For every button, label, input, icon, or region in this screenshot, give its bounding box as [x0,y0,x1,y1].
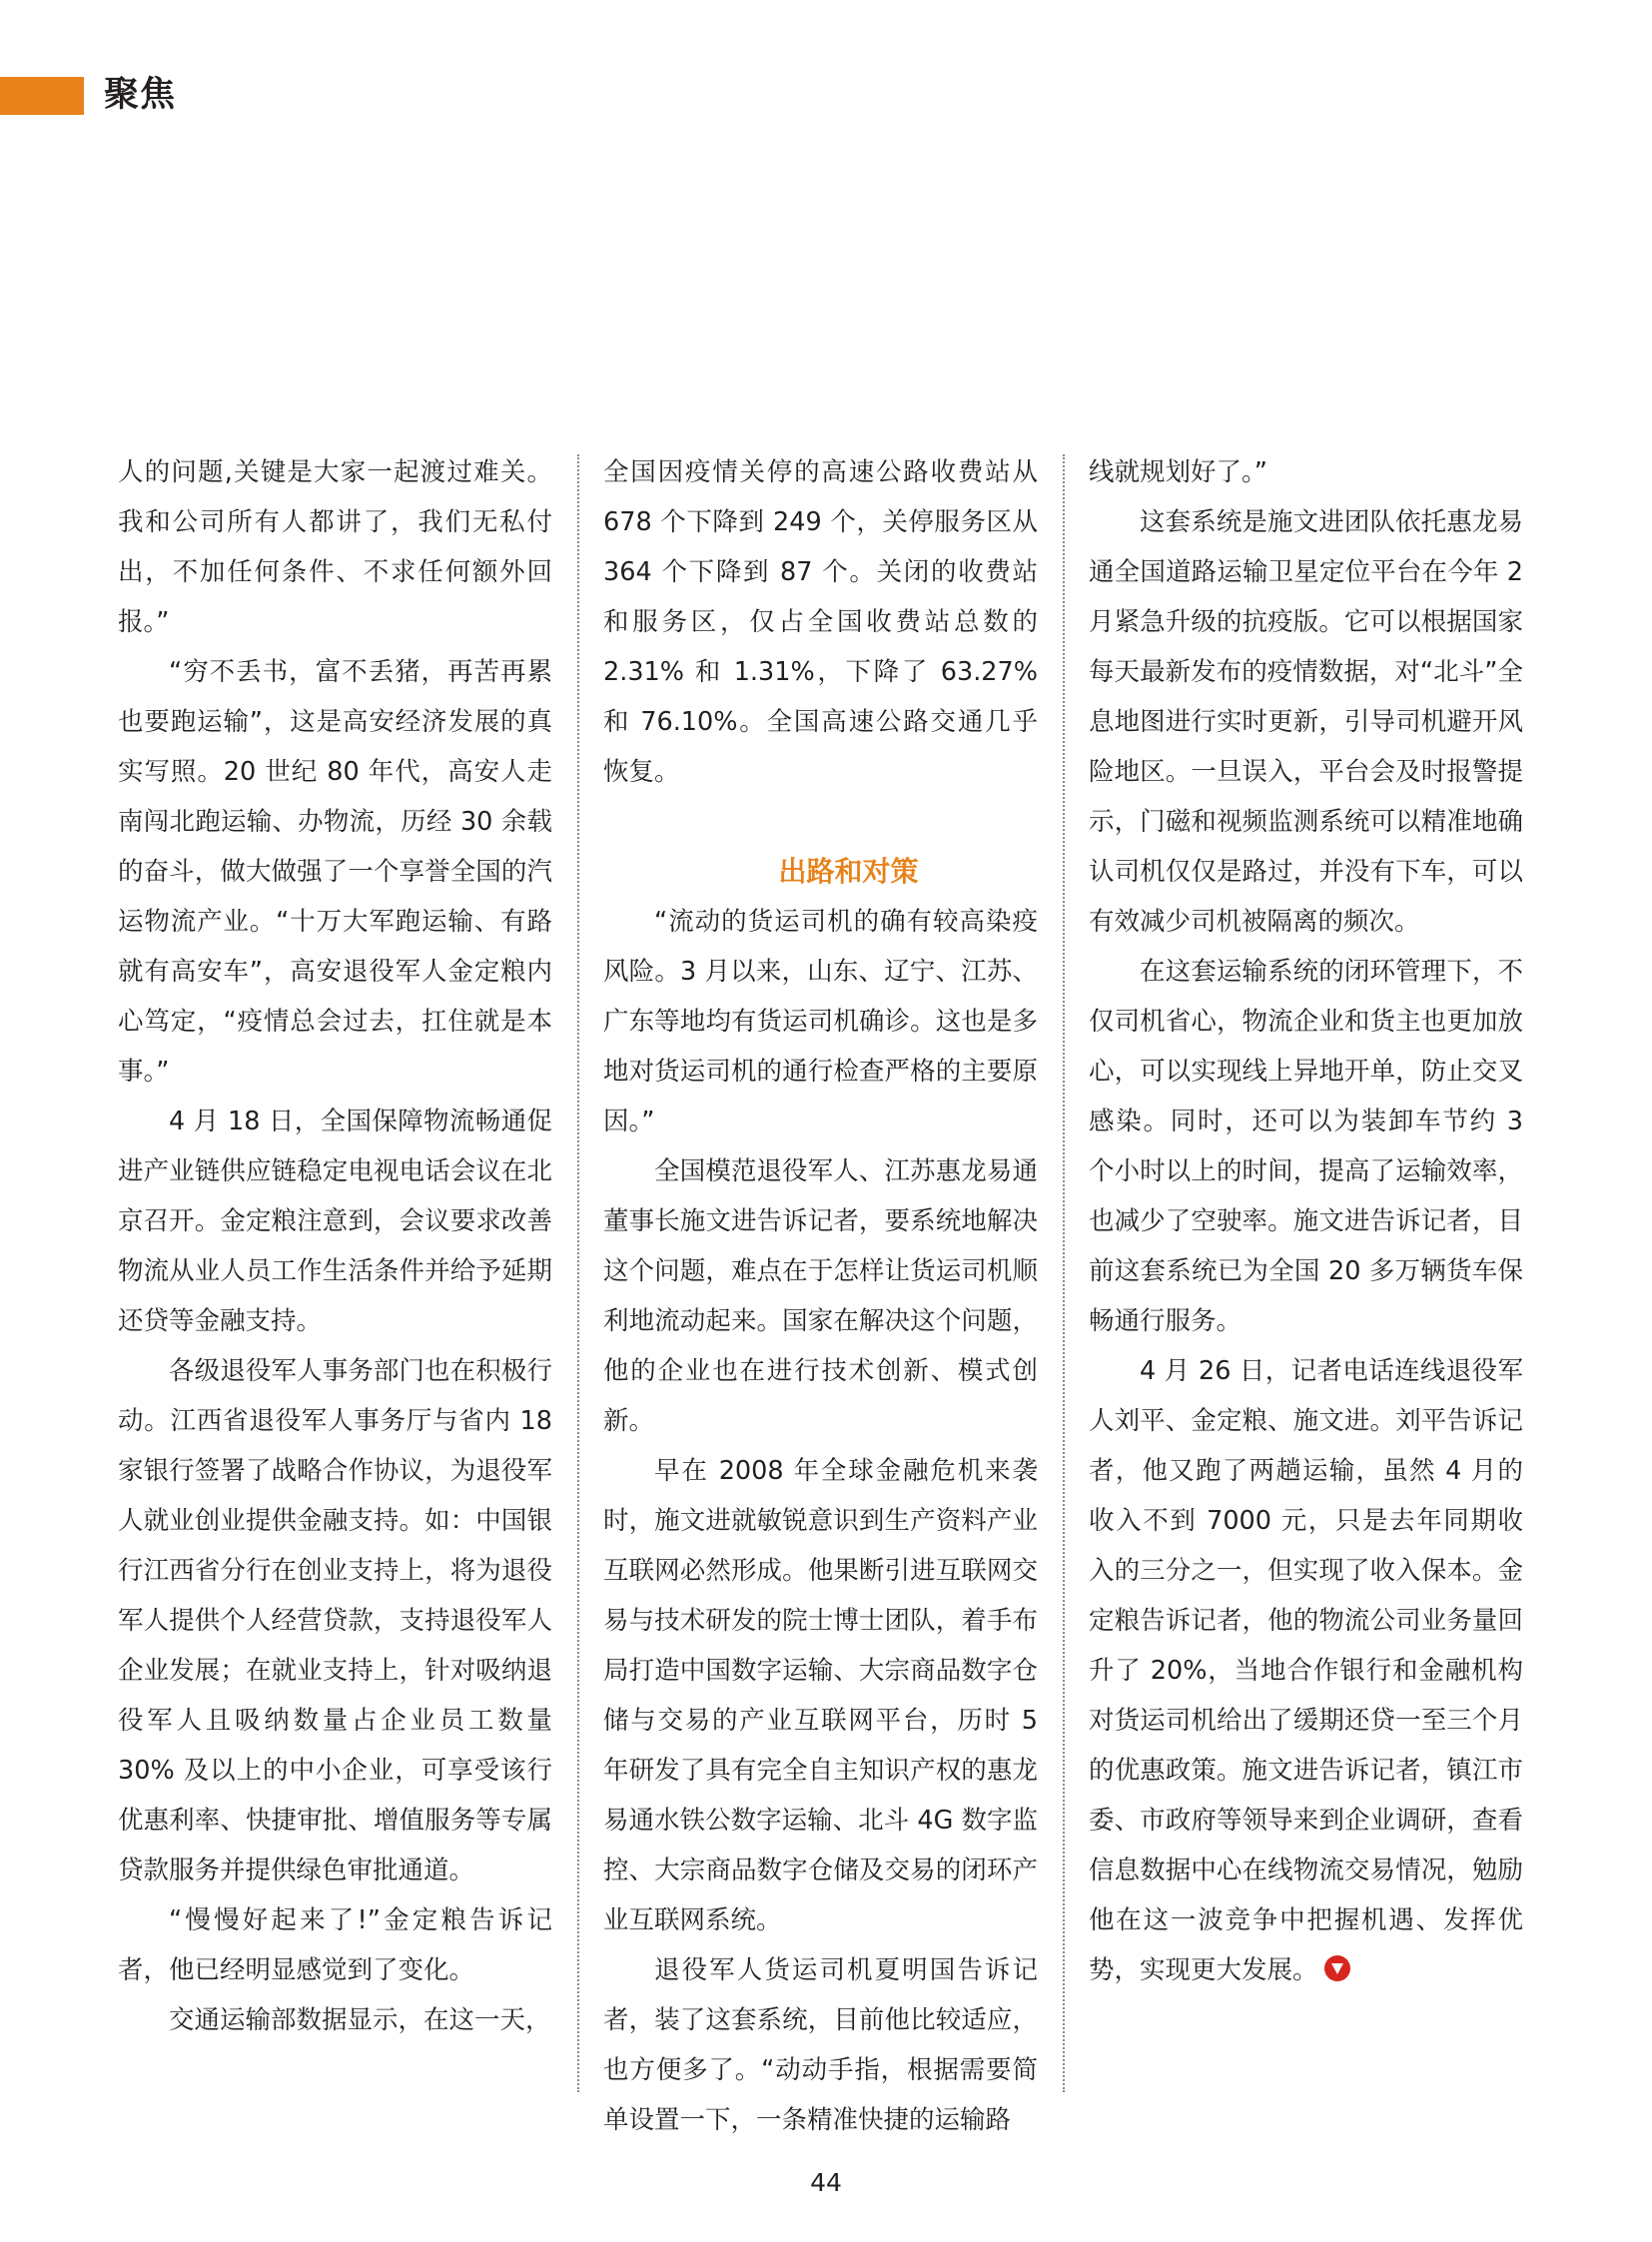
paragraph: 人的问题,关键是大家一起渡过难关。我和公司所有人都讲了，我们无私付出，不加任何条件、不求任何额外回报。” [118,457,552,637]
paragraph: 全国模范退役军人、江苏惠龙易通董事长施文进告诉记者，要系统地解决这个问题，难点在于怎样让货运司机顺利地流动起来。国家在解决这个问题，他的企业也在进行技术创新、模式创新。 [603,1156,1038,1436]
paragraph: 4 月 18 日，全国保障物流畅通促进产业链供应链稳定电视电话会议在北京召开。金定粮注意到，会议要求改善物流从业人员工作生活条件并给予延期还贷等金融支持。 [118,1107,552,1336]
article-column-2 [603,447,1038,2145]
column-divider [577,454,579,2092]
paragraph: 线就规划好了。” [1089,457,1267,487]
paragraph [1089,1346,1523,1995]
paragraph: “流动的货运司机的确有较高染疫风险。3 月以来，山东、辽宁、江苏、广东等地均有货运司机确诊。这也是多地对货运司机的通行检查严格的主要原因。” [603,907,1038,1136]
section-color-bar [0,77,84,115]
end-mark-icon [1324,1955,1350,1981]
spacer [603,797,1038,847]
column-divider [1063,454,1065,2092]
paragraph: 各级退役军人事务部门也在积极行动。江西省退役军人事务厅与省内 18 家银行签署了战略合作协议，为退役军人就业创业提供金融支持。如：中国银行江西省分行在创业支持上，将为退役军人提供个人经营贷款，支持退役军人企业发展；在就业支持上，针对吸纳退役军人且吸纳数量占企业员工数量 30% 及以上的中小企业，可享受该行优惠利率、快捷审批、增值服务等专属贷款服务并提供绿色审批通道。 [118,1356,552,1885]
paragraph: 这套系统是施文进团队依托惠龙易通全国道路运输卫星定位平台在今年 2 月紧急升级的抗疫版。它可以根据国家每天最新发布的疫情数据，对“北斗”全息地图进行实时更新，引导司机避开风险地区。一旦误入，平台会及时报警提示，门磁和视频监测系统可以精准地确认司机仅仅是路过，并没有下车，可以有效减少司机被隔离的频次。 [1089,507,1523,937]
section-subheading: 出路和对策 [778,855,919,888]
page-number: 44 [810,2168,842,2197]
paragraph: “慢慢好起来了!”金定粮告诉记者，他已经明显感觉到了变化。 [118,1905,552,1985]
article-column-1 [118,447,552,2045]
paragraph: 早在 2008 年全球金融危机来袭时，施文进就敏锐意识到生产资料产业互联网必然形成。他果断引进互联网交易与技术研发的院士博士团队，着手布局打造中国数字运输、大宗商品数字仓储与交易的产业互联网平台，历时 5 年研发了具有完全自主知识产权的惠龙易通水铁公数字运输、北斗 4G 数字监控、大宗商品数字仓储及交易的闭环产业互联网系统。 [603,1456,1038,1935]
paragraph: 全国因疫情关停的高速公路收费站从 678 个下降到 249 个，关停服务区从 364 个下降到 87 个。关闭的收费站和服务区，仅占全国收费站总数的 2.31% 和 1.31%，下降了 63.27% 和 76.10%。全国高速公路交通几乎恢复。 [603,457,1038,787]
section-label: 聚焦 [104,75,177,115]
paragraph: 交通运输部数据显示，在这一天， [169,2005,551,2035]
paragraph: 在这套运输系统的闭环管理下，不仅司机省心，物流企业和货主也更加放心，可以实现线上异地开单，防止交叉感染。同时，还可以为装卸车节约 3 个小时以上的时间，提高了运输效率，也减少了空驶率。施文进告诉记者，目前这套系统已为全国 20 多万辆货车保畅通行服务。 [1089,957,1523,1336]
paragraph: “穷不丢书，富不丢猪，再苦再累也要跑运输”，这是高安经济发展的真实写照。20 世纪 80 年代，高安人走南闯北跑运输、办物流，历经 30 余载的奋斗，做大做强了一个享誉全国的汽运物流产业。“十万大军跑运输、有路就有高安车”，高安退役军人金定粮内心笃定，“疫情总会过去，扛住就是本事。” [118,657,552,1087]
article-column-3 [1089,447,1523,1995]
paragraph-text: 4 月 26 日，记者电话连线退役军人刘平、金定粮、施文进。刘平告诉记者，他又跑了两趟运输，虽然 4 月的收入不到 7000 元，只是去年同期收入的三分之一，但实现了收入保本。金定粮告诉记者，他的物流公司业务量回升了 20%，当地合作银行和金融机构对货运司机给出了缓期还贷一至三个月的优惠政策。施文进告诉记者，镇江市委、市政府等领导来到企业调研，查看信息数据中心在线物流交易情况，勉励他在这一波竞争中把握机遇、发挥优势，实现更大发展。 [1089,1356,1523,1985]
paragraph: 退役军人货运司机夏明国告诉记者，装了这套系统，目前他比较适应，也方便多了。“动动手指，根据需要简单设置一下，一条精准快捷的运输路 [603,1955,1038,2135]
